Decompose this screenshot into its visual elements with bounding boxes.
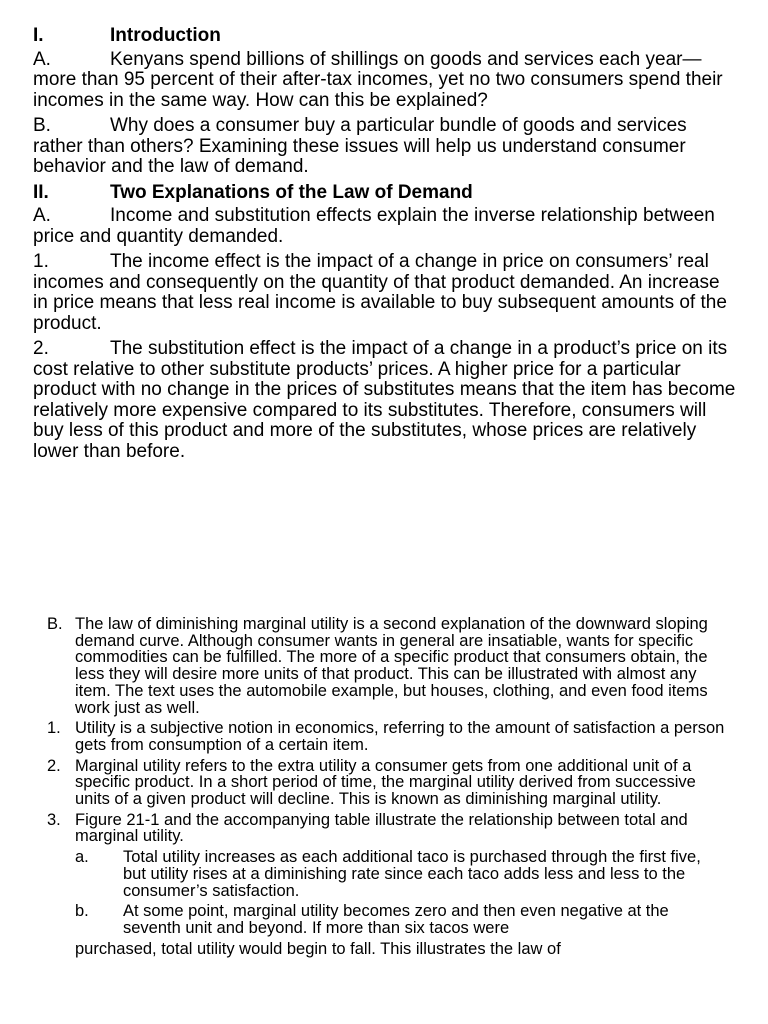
paragraph-text: Kenyans spend billions of shillings on goods and services each year—more than 95 percent of their after-tax incomes, yet no two consumers spend their incomes in the same way. How can this be explained? — [33, 48, 723, 111]
list-item-text: Figure 21-1 and the accompanying table illustrate the relationship between total and marginal utility. — [75, 810, 688, 846]
paragraph-text: Why does a consumer buy a particular bundle of goods and services rather than others? Examining these issues will help us understand consumer behavior and the law of demand. — [33, 115, 687, 177]
paragraph-a-income-substitution — [33, 206, 739, 247]
paragraph-2-substitution-effect — [33, 339, 739, 462]
list-item-text: Marginal utility refers to the extra utility a consumer gets from one additional unit of a specific product. In a short period of time, the marginal utility derived from successive units of a given product will decline. This is known as diminishing marginal utility. — [75, 756, 696, 809]
heading-title: Introduction — [110, 25, 221, 46]
list-item-text: The law of diminishing marginal utility is a second explanation of the downward sloping demand curve. Although consumer wants in general are insatiable, wants for specific commodities can be fulfilled. The more of a specific product that consumers obtain, the less they will desire more units of that product. This can be illustrated with almost any item. The text uses the automobile example, but houses, clothing, and even food items work just as well. — [75, 615, 708, 717]
paragraph-text: The income effect is the impact of a change in price on consumers’ real incomes and consequently on the quantity of that product demanded. An increase in price means that less real income is available to buy subsequent amounts of the product. — [33, 251, 727, 334]
section-heading-two-explanations — [33, 183, 739, 204]
sub-item-b-zero-marginal — [47, 903, 727, 936]
document-upper-section — [33, 26, 739, 467]
section-heading-introduction — [33, 26, 739, 47]
paragraph-1-income-effect — [33, 252, 739, 334]
list-item-b-diminishing-utility — [47, 616, 727, 716]
paragraph-label: 1. — [33, 251, 49, 272]
list-marker: 3. — [47, 810, 61, 829]
paragraph-label: B. — [33, 115, 51, 136]
paragraph-label: 2. — [33, 338, 49, 359]
list-marker: B. — [47, 615, 63, 633]
list-item-3-figure — [47, 812, 727, 845]
sub-list-marker: a. — [75, 848, 89, 867]
sub-item-a-total-utility — [47, 849, 727, 899]
list-marker: 1. — [47, 719, 61, 738]
list-marker: 2. — [47, 756, 61, 775]
paragraph-a-kenyans-spending — [33, 50, 739, 112]
heading-number: II. — [33, 181, 49, 203]
cutoff-text-line: purchased, total utility would begin to fall. This illustrates the law of — [75, 939, 561, 958]
document-lower-section — [47, 616, 727, 957]
heading-title: Two Explanations of the Law of Demand — [110, 181, 473, 203]
sub-item-text: At some point, marginal utility becomes zero and then even negative at the seventh unit and beyond. If more than six tacos were — [123, 902, 669, 937]
sub-item-text: Total utility increases as each additional taco is purchased through the first five, but utility rises at a diminishing rate since each taco adds less and less to the consumer’s satisfaction. — [123, 848, 701, 900]
paragraph-text: The substitution effect is the impact of a change in a product’s price on its cost relative to other substitute products’ prices. A higher price for a particular product with no change in the prices of substitutes means that the item has become relatively more expensive compared to its substitutes. Therefore, consumers will buy less of this product and more of the substitutes, whose prices are relatively lower than before. — [33, 338, 736, 462]
paragraph-text: Income and substitution effects explain the inverse relationship between price and quantity demanded. — [33, 205, 715, 247]
paragraph-label: A. — [33, 205, 51, 226]
list-item-text: Utility is a subjective notion in economics, referring to the amount of satisfaction a person gets from consumption of a certain item. — [75, 719, 725, 754]
heading-number: I. — [33, 25, 44, 46]
paragraph-b-consumer-bundle — [33, 116, 739, 178]
sub-list-marker: b. — [75, 902, 89, 921]
paragraph-label: A. — [33, 48, 51, 70]
list-item-1-utility — [47, 720, 727, 753]
list-item-2-marginal-utility — [47, 758, 727, 808]
